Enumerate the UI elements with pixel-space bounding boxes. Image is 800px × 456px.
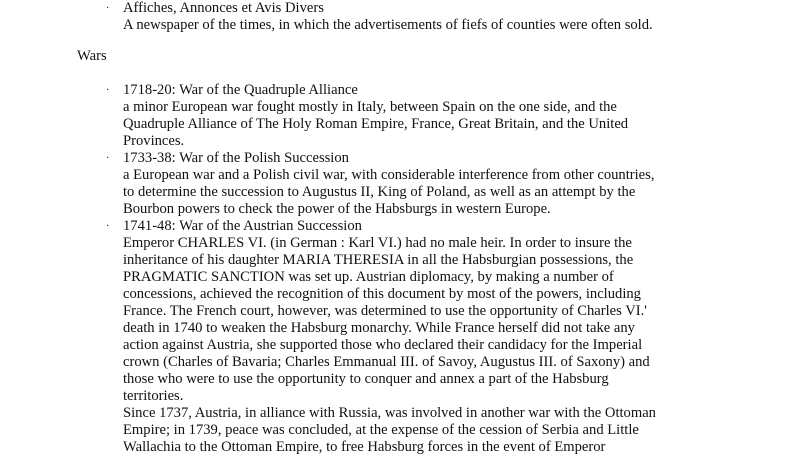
entry-description-line: those who were to use the opportunity to conquer and annex a part of the Habsburg bbox=[123, 371, 609, 387]
section-heading-wars: Wars bbox=[77, 48, 107, 64]
list-item bbox=[106, 0, 723, 34]
entry-description-line: Bourbon powers to check the power of the Habsburgs in western Europe. bbox=[123, 201, 551, 217]
entry-title: Affiches, Annonces et Avis Divers bbox=[123, 0, 324, 16]
entry-description-line: crown (Charles of Bavaria; Charles Emmanual III. of Savoy, Augustus III. of Saxony) and bbox=[123, 354, 650, 370]
entry-title: 1718-20: War of the Quadruple Alliance bbox=[123, 82, 358, 98]
bullet-icon: · bbox=[106, 3, 110, 14]
entry-title: 1733-38: War of the Polish Succession bbox=[123, 150, 349, 166]
entry-description-line: Emperor CHARLES VI. (in German : Karl VI.) had no male heir. In order to insure the bbox=[123, 235, 632, 251]
list-item bbox=[106, 218, 723, 456]
bullet-icon: · bbox=[106, 153, 110, 164]
entry-description-line: A newspaper of the times, in which the advertisements of fiefs of counties were often sold. bbox=[123, 17, 653, 33]
entry-description-line: PRAGMATIC SANCTION was set up. Austrian diplomacy, by making a number of bbox=[123, 269, 614, 285]
entry-description-line: Wallachia to the Ottoman Empire, to free Habsburg forces in the event of Emperor bbox=[123, 439, 606, 455]
entry-description-line: Provinces. bbox=[123, 133, 185, 149]
entry-description-line: Empire; in 1739, peace was concluded, at the expense of the cession of Serbia and Little bbox=[123, 422, 639, 438]
entry-description-line: a European war and a Polish civil war, with considerable interference from other countries, bbox=[123, 167, 655, 183]
entry-title: 1741-48: War of the Austrian Succession bbox=[123, 218, 362, 234]
entry-description-line: Since 1737, Austria, in alliance with Russia, was involved in another war with the Ottoman bbox=[123, 405, 656, 421]
entry-description-line: inheritance of his daughter MARIA THERESIA in all the Habsburgian possessions, the bbox=[123, 252, 634, 268]
entry-description-line: Quadruple Alliance of The Holy Roman Empire, France, Great Britain, and the United bbox=[123, 116, 629, 132]
entry-description-line: to determine the succession to Augustus II, King of Poland, as well as an attempt by the bbox=[123, 184, 636, 200]
entry-description-line: territories. bbox=[123, 388, 184, 404]
bullet-icon: · bbox=[106, 85, 110, 96]
entry-description-line: France. The French court, however, was determined to use the opportunity of Charles VI.' bbox=[123, 303, 647, 319]
entry-description-line: action against Austria, she supported those who declared their candidacy for the Imperial bbox=[123, 337, 643, 353]
list-item bbox=[106, 82, 723, 150]
bullet-icon: · bbox=[106, 221, 110, 232]
entry-description-line: a minor European war fought mostly in Italy, between Spain on the one side, and the bbox=[123, 99, 617, 115]
entry-description-line: death in 1740 to weaken the Habsburg monarchy. While France herself did not take any bbox=[123, 320, 635, 336]
list-item bbox=[106, 150, 723, 218]
entry-description-line: concessions, achieved the recognition of this document by most of the powers, including bbox=[123, 286, 641, 302]
